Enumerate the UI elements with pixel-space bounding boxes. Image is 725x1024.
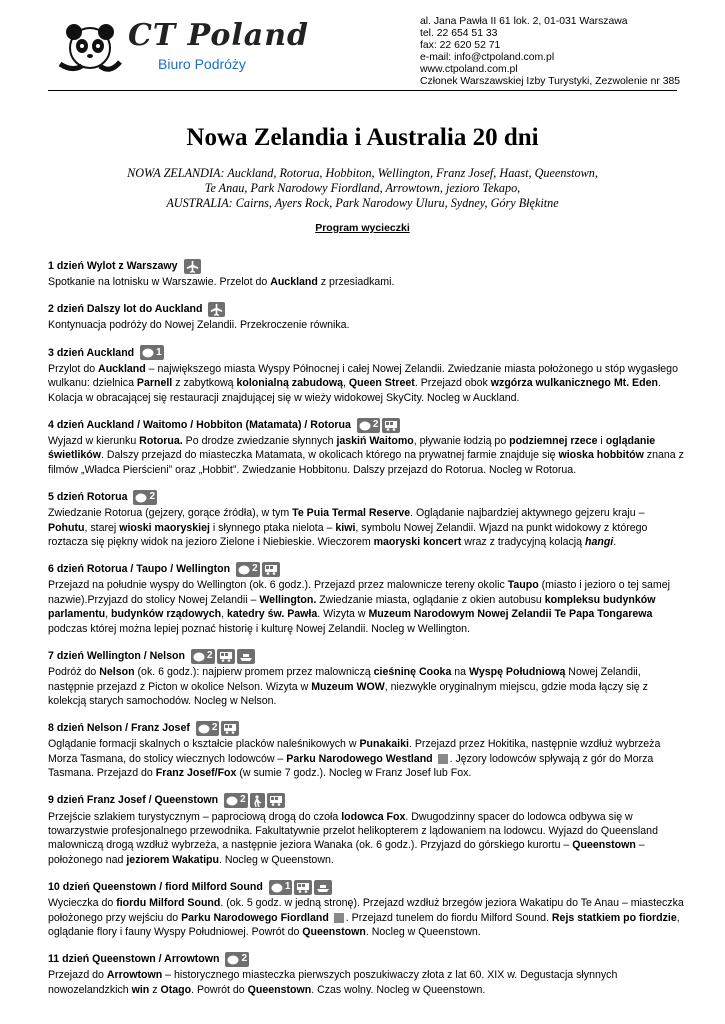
day-heading [48,720,685,736]
letterhead [0,0,725,92]
brand-subtitle: Biuro Podróży [158,56,246,72]
day-description: Podróż do Nelson (ok. 6 godz.): najpierw promem przez malowniczą cieśninę Cooka na Wyspę Południową Nowej Zelandii, następnie przejazd z Picton w okolice Nelson. Wizyta w Muzeum WOW, niezwykle oryginalnym miejscu, gdzie moda łączy się z kolekcją starych samochodów. Nocleg w Nelson. [48,666,648,707]
day-title: 5 dzień Rotorua [48,491,128,504]
bus-icon [262,562,280,577]
day-icons [184,259,201,274]
day-entry [48,793,685,868]
meal-2-icon: 2 [196,721,220,736]
day-heading [48,489,685,505]
day-entry [48,258,685,289]
day-entry [48,301,685,332]
bus-icon [267,793,285,808]
boat-icon [314,880,332,895]
hike-icon [250,793,265,808]
day-icons [236,562,280,577]
day-title: 9 dzień Franz Josef / Queenstown [48,794,219,807]
day-entry [48,561,685,636]
day-entry [48,951,685,997]
day-icons [224,793,285,808]
day-heading [48,301,685,317]
meal-2-icon: 2 [224,793,248,808]
meal-2-icon: 2 [225,952,249,967]
day-description: Przejazd do Arrowtown – historycznego miasteczka pierwszych poszukiwaczy złota z lat 60. XIX w. Degustacja słynnych nowozelandzkich win z Otago. Powrót do Queenstown. Czas wolny. Nocleg w Queenstown. [48,969,618,996]
day-title: 7 dzień Wellington / Nelson [48,649,185,662]
day-title: 11 dzień Queenstown / Arrowtown [48,953,220,966]
park-icon [438,754,448,764]
day-entry [48,489,685,549]
page-title: Nowa Zelandia i Australia 20 dni [186,124,539,151]
meal-2-icon: 2 [133,490,157,505]
day-icons [133,490,157,505]
day-heading [48,258,685,274]
day-icons [208,302,225,317]
day-title: 10 dzień Queenstown / fiord Milford Sound [48,880,263,893]
route-summary [0,166,725,211]
contact-phone: tel. 22 654 51 33 [420,28,498,39]
day-title: 4 dzień Auckland / Waitomo / Hobbiton (Matamata) / Rotorua [48,418,351,431]
contact-membership: Członek Warszawskiej Izby Turystyki, Zezwolenie nr 385 [420,76,681,87]
boat-icon [237,649,255,664]
program-heading: Program wycieczki [315,222,410,234]
day-heading [48,793,685,809]
bus-icon [217,649,235,664]
day-icons [140,345,164,360]
plane-icon [208,302,225,317]
meal-2-icon: 2 [236,562,260,577]
day-icons [357,418,401,433]
day-description: Wyjazd w kierunku Rotorua. Po drodze zwiedzanie słynnych jaskiń Waitomo, pływanie łodzią po podziemnej rzece i oglądanie świetlików. Dalszy przejazd do miasteczka Matamata, w okolicach którego na prywatnej farmie znajduje się wioska hobbitów znana z filmów „Władca Pierścieni” oraz „Hobbit”. Zwiedzanie Hobbitonu. Dalszy przejazd do Rotorua. Nocleg w Rotorua. [48,435,684,476]
day-description: Spotkanie na lotnisku w Warszawie. Przelot do Auckland z przesiadkami. [48,276,395,288]
itinerary [48,258,685,1009]
route-line: AUSTRALIA: Cairns, Ayers Rock, Park Narodowy Uluru, Sydney, Góry Błękitne [166,196,559,210]
day-heading [48,345,685,361]
day-description: Przylot do Auckland – największego miasta Wyspy Północnej i całej Nowej Zelandii. Zwiedzanie miasta położonego u stóp wygasłego wulkanu: dzielnica Parnell z zabytkową kolonialną zabudową, Queen Street. Przejazd obok wzgórza wulkanicznego Mt. Eden. Kolacja w obracającej się restauracji znajdującej się w wieży widokowej SkyCity. Nocleg w Auckland. [48,362,678,404]
day-heading [48,417,685,433]
day-heading [48,879,685,895]
day-title: 6 dzień Rotorua / Taupo / Wellington [48,563,231,576]
contact-address: al. Jana Pawła II 61 lok. 2, 01-031 Warszawa [420,16,628,27]
day-description: Wycieczka do fiordu Milford Sound. (ok. 5 godz. w jedną stronę). Przejazd wzdłuż brzegów jeziora Wakatipu do Te Anau – miasteczka położonego przy wejściu do Parku Narodowego Fiordland . Przejazd tunelem do fiordu Milford Sound. Rejs statkiem po fiordzie, oglądanie flory i fauny Wyspy Południowej. Powrót do Queenstown. Nocleg w Queenstown. [48,897,684,938]
plane-icon [184,259,201,274]
contact-website[interactable]: www.ctpoland.com.pl [420,64,518,75]
contact-email[interactable]: e-mail: info@ctpoland.com.pl [420,52,555,63]
day-description: Kontynuacja podróży do Nowej Zelandii. Przekroczenie równika. [48,319,350,332]
meal-2-icon: 2 [357,418,381,433]
bus-icon [221,721,239,736]
contact-fax: fax: 22 620 52 71 [420,40,501,51]
route-line: Te Anau, Park Narodowy Fiordland, Arrowtown, jezioro Tekapo, [204,181,521,195]
day-description: Przejście szlakiem turystycznym – paprociową drogą do czoła lodowca Fox. Dwugodzinny spacer do lodowca odbywa się w towarzystwie profesjonalnego przewodnika. Fakultatywnie przelot helikopterem z lądowaniem na lodowcu. Wyjazd do Queensland malowniczą drogą wzdłuż wybrzeża, a następnie jeziora Wanaka (ok. 6 godz.). Przyjazd do górskiego kurortu – Queenstown – położonego nad jeziorem Wakatipu. Nocleg w Queenstown. [48,810,658,866]
day-heading [48,648,685,664]
day-description: Zwiedzanie Rotorua (gejzery, gorące źródła), w tym Te Puia Termal Reserve. Oglądanie najbardziej aktywnego gejzeru kraju – Pohutu, starej wioski maoryskiej i słynnego ptaka nielota – kiwi, symbolu Nowej Zelandii. Wjazd na punkt widokowy z którego roztacza się piękny widok na jezioro Zielone i Niebieskie. Wieczorem maoryski koncert wraz z tradycyjną kolacją hangi. [48,507,648,549]
day-description: Oglądanie formacji skalnych o kształcie placków naleśnikowych w Punakaiki. Przejazd przez Hokitika, następnie wzdłuż wybrzeża Morza Tasmana, do stolicy wiecznych lodowców – Parku Narodowego Westland . Jęzory lodowców spływają z gór do Morza Tasmana. Przejazd do Franz Josef/Fox (w sumie 7 godz.). Nocleg w Franz Josef lub Fox. [48,738,661,780]
day-description: Przejazd na południe wyspy do Wellington (ok. 6 godz.). Przejazd przez malownicze tereny okolic Taupo (miasto i jezioro o tej samej nazwie).Przyjazd do stolicy Nowej Zelandii – Wellington. Zwiedzanie miasta, oglądanie z okien autobusu kompleksu budynków parlamentu, budynków rządowych, katedry św. Pawła. Wizyta w Muzeum Narodowym Nowej Zelandii Te Papa Tongarewa podczas której można lepiej poznać historię i kulturę Nowej Zelandii. Nocleg w Wellington. [48,579,670,635]
brand-name: CT Poland [128,18,310,53]
day-heading [48,561,685,577]
day-entry [48,417,685,477]
day-icons [196,721,240,736]
day-entry [48,879,685,939]
day-entry [48,648,685,708]
day-entry [48,720,685,780]
day-icons [269,880,333,895]
meal-2-icon: 2 [191,649,215,664]
route-line: NOWA ZELANDIA: Auckland, Rotorua, Hobbiton, Wellington, Franz Josef, Haast, Queenstown, [127,166,598,180]
header-divider [48,90,677,91]
bus-icon [382,418,400,433]
day-icons [225,952,249,967]
contact-block [420,16,680,88]
day-title: 2 dzień Dalszy lot do Auckland [48,303,203,316]
meal-1-icon: 1 [140,345,164,360]
day-title: 3 dzień Auckland [48,346,135,359]
meal-1-icon: 1 [269,880,293,895]
day-title: 8 dzień Nelson / Franz Josef [48,722,190,735]
bus-icon [294,880,312,895]
park-icon [334,913,344,923]
day-entry [48,345,685,405]
day-icons [191,649,255,664]
day-heading [48,951,685,967]
day-title: 1 dzień Wylot z Warszawy [48,259,178,272]
